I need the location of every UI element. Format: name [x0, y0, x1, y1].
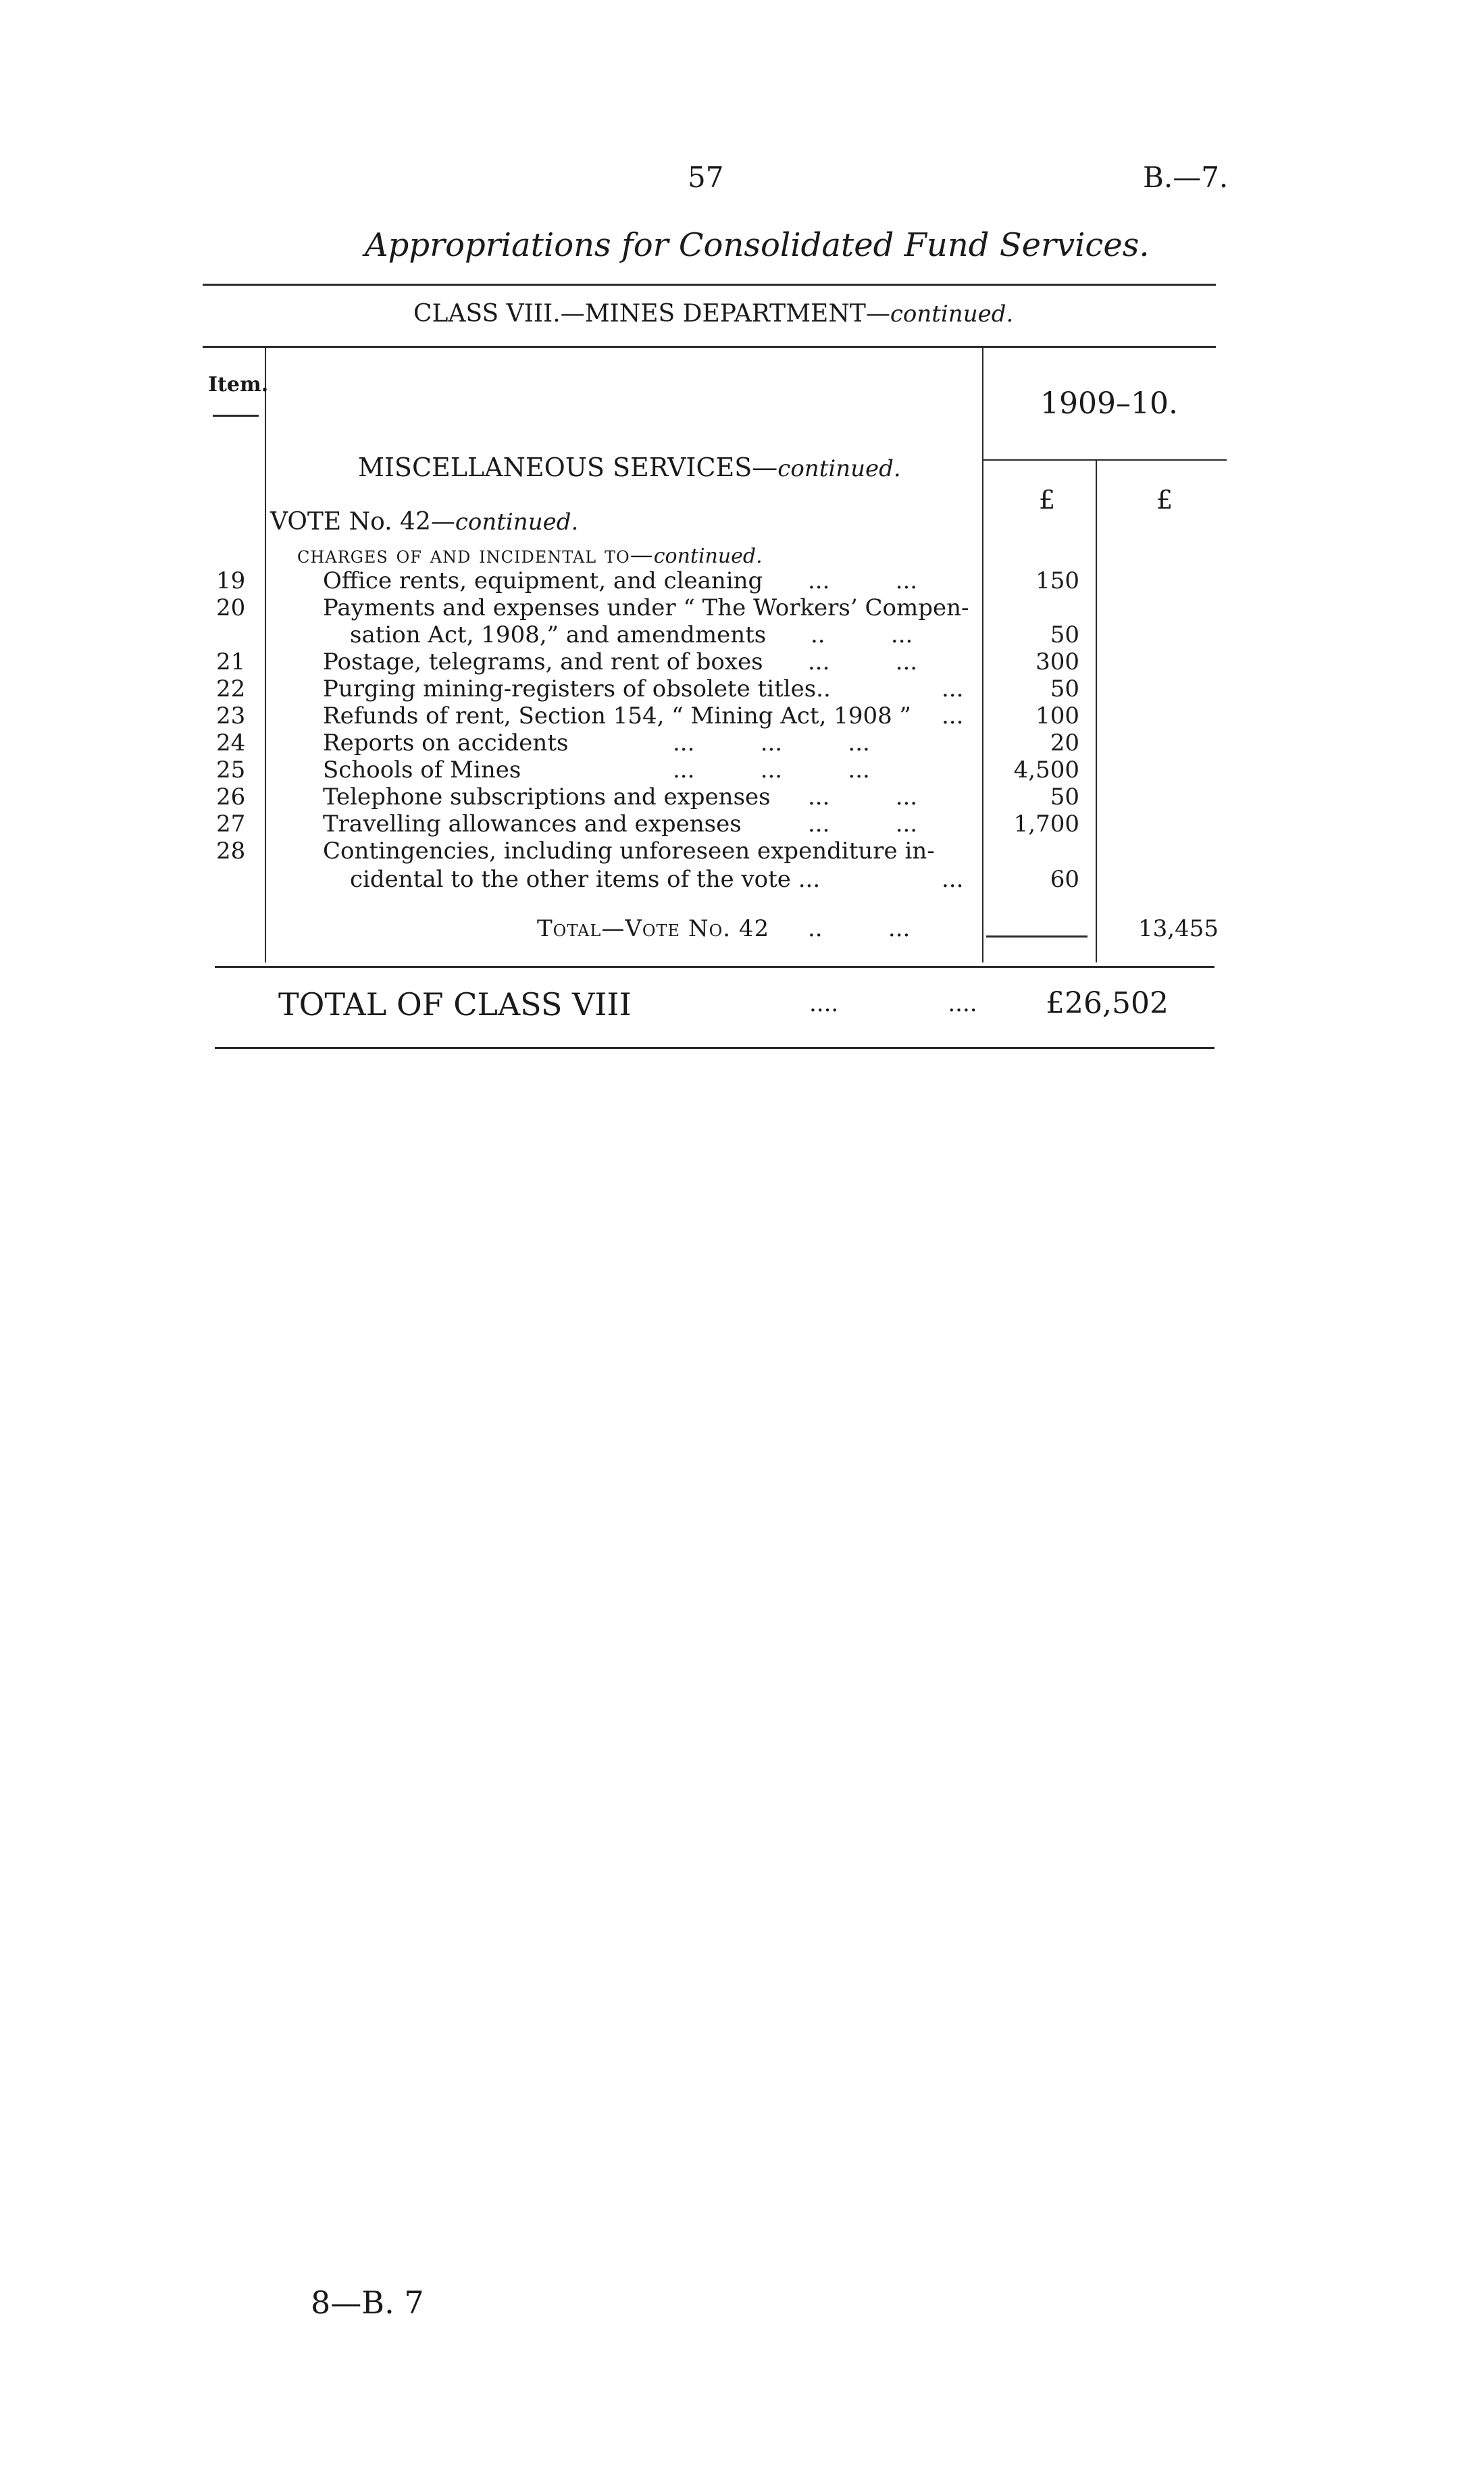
table-row-description: Reports on accidents — [323, 729, 569, 756]
table-row-leader: ... ... — [808, 567, 918, 594]
table-row-description: Telephone subscriptions and expenses — [323, 784, 771, 811]
pound-column-divider — [1096, 461, 1097, 963]
table-row-item-number: 28 — [216, 838, 246, 865]
table-row-leader: ... — [942, 866, 964, 893]
table-row-amount: 100 — [1035, 702, 1079, 729]
table-row-description: Postage, telegrams, and rent of boxes — [323, 648, 763, 675]
class-total-bottom-rule — [215, 1047, 1214, 1049]
table-row-description: Travelling allowances and expenses — [323, 811, 742, 838]
table-row-item-number: 19 — [216, 567, 246, 594]
table-row-amount: 150 — [1035, 567, 1079, 594]
table-row-amount: 20 — [1050, 729, 1079, 756]
table-row-description: Schools of Mines — [323, 756, 521, 784]
table-row-description: Refunds of rent, Section 154, “ Mining Act, 1908 ” — [323, 702, 911, 729]
table-row-description-continued: cidental to the other items of the vote ... — [350, 866, 821, 893]
item-column-header: Item. — [208, 373, 269, 396]
currency-header-2: £ — [1156, 485, 1173, 515]
table-row-leader: ... — [942, 675, 964, 702]
table-row-leader: ... ... — [808, 784, 918, 811]
section-title-text: MISCELLANEOUS SERVICES— — [358, 453, 778, 482]
table-row-description-continued: sation Act, 1908,” and amendments — [350, 621, 767, 648]
table-row-description: Purging mining-registers of obsolete titles.. — [323, 675, 831, 702]
table-row-leader: ... ... ... — [673, 756, 870, 784]
class-total-top-rule — [215, 966, 1214, 968]
table-row-leader: ... ... — [808, 648, 918, 675]
table-row-amount: 50 — [1050, 621, 1079, 648]
table-row-description: Payments and expenses under “ The Workers’ Compen- — [323, 594, 969, 621]
table-row-item-number: 21 — [216, 648, 246, 675]
page-number: 57 — [688, 161, 724, 194]
table-row-leader: ... — [942, 702, 964, 729]
table-row-item-number: 25 — [216, 756, 246, 784]
table-row-item-number: 24 — [216, 729, 246, 756]
table-row-amount: 1,700 — [1013, 811, 1079, 838]
vote-total-label — [537, 915, 769, 942]
year-column-header: 1909–10. — [1040, 386, 1178, 421]
class-heading — [413, 300, 1013, 328]
table-row-amount: 50 — [1050, 784, 1079, 811]
table-row-leader: .. ... — [811, 621, 913, 648]
charges-heading — [297, 542, 763, 569]
class-heading-text: CLASS VIII.—MINES DEPARTMENT— — [413, 300, 890, 328]
vote-total-amount: 13,455 — [1138, 915, 1219, 942]
item-column-divider — [265, 348, 266, 963]
table-row-item-number: 26 — [216, 784, 246, 811]
table-row-amount: 4,500 — [1013, 756, 1079, 784]
table-row-leader: ... ... ... — [673, 729, 870, 756]
year-header-underline — [983, 459, 1227, 461]
vote-total-label-text: Total—Vote No. 42 — [537, 915, 770, 942]
top-rule — [203, 284, 1216, 286]
charges-label: charges of and incidental to— — [297, 542, 654, 569]
table-row-item-number: 23 — [216, 702, 246, 729]
vote-heading — [270, 508, 578, 536]
subtotal-rule — [986, 935, 1088, 938]
table-top-rule — [203, 346, 1216, 348]
vote-suffix: continued. — [455, 509, 579, 536]
table-row-item-number: 22 — [216, 675, 246, 702]
vote-total-leader: .. ... — [808, 915, 911, 942]
table-row-leader: ... ... — [808, 811, 918, 838]
table-row-item-number: 20 — [216, 594, 246, 621]
charges-suffix: continued. — [653, 544, 763, 568]
class-total-leader: .... .... — [809, 990, 977, 1017]
class-heading-suffix: continued. — [890, 301, 1014, 328]
table-row-amount: 300 — [1035, 648, 1079, 675]
footer-signature: 8—B. 7 — [311, 2284, 424, 2321]
table-row-description: Contingencies, including unforeseen expenditure in- — [323, 838, 935, 865]
page-title: Appropriations for Consolidated Fund Services. — [365, 226, 1150, 264]
section-title-suffix: continued. — [777, 455, 901, 482]
currency-header-1: £ — [1039, 485, 1056, 515]
table-row-amount: 50 — [1050, 675, 1079, 702]
class-total-amount: £26,502 — [1046, 986, 1169, 1021]
table-row-item-number: 27 — [216, 811, 246, 838]
class-total-label: TOTAL OF CLASS VIII — [278, 986, 632, 1023]
document-reference: B.—7. — [1143, 161, 1229, 194]
table-row-description: Office rents, equipment, and cleaning — [323, 567, 763, 594]
table-row-amount: 60 — [1050, 866, 1079, 893]
vote-label: VOTE No. 42— — [270, 508, 455, 536]
section-title — [358, 453, 901, 482]
item-header-underline — [213, 415, 259, 417]
